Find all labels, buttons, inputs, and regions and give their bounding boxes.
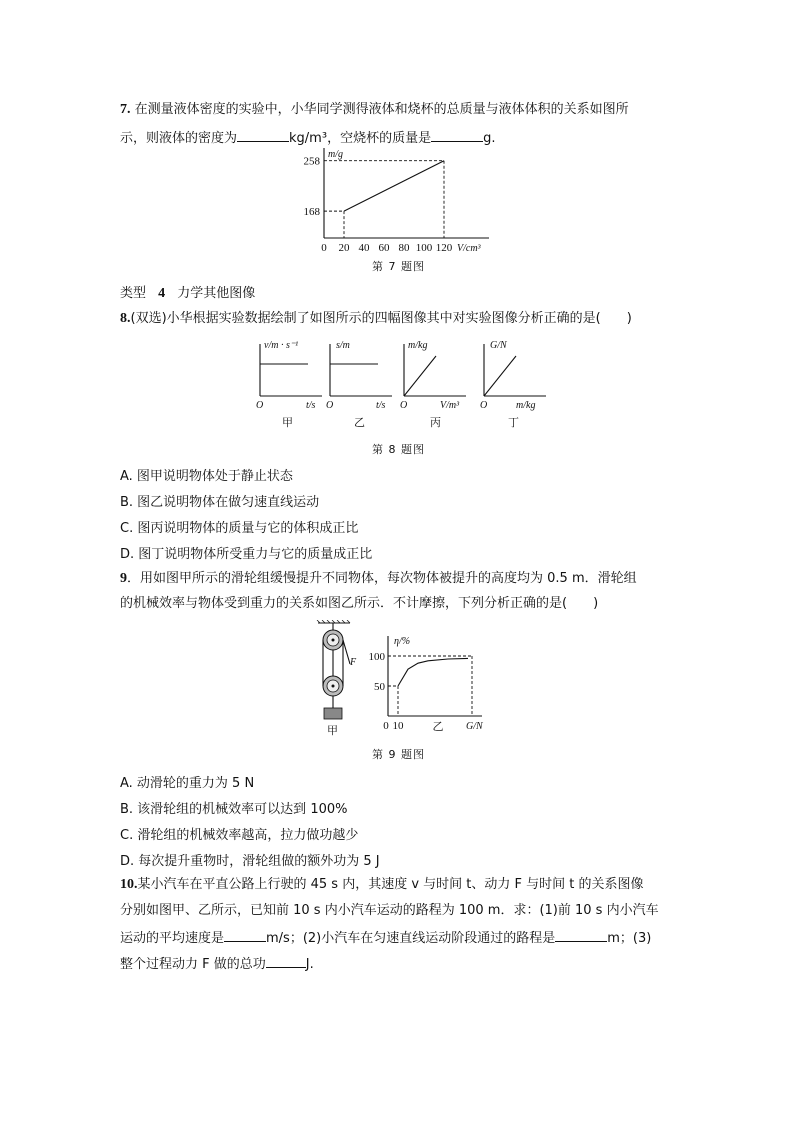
q10-text-1: 某小汽车在平直公路上行驶的 45 s 内，其速度 v 与时间 t、动力 F 与时间 t 的关系图像: [137, 877, 644, 892]
q7-xtick: 0: [321, 242, 327, 254]
q7-text-2a: 示，则液体的密度为: [120, 131, 238, 146]
q7-text-2b: ，空烧杯的质量是: [327, 131, 432, 146]
jia-origin: O: [256, 400, 264, 411]
q7-xtick: 100: [415, 242, 433, 254]
q10-text-3b: m/s；(2)小汽车在匀速直线运动阶段通过的路程是: [266, 931, 556, 946]
pulley-fig-label: 甲: [327, 725, 338, 737]
q9-ytick-50: 50: [374, 681, 385, 693]
q7-xlabel: V/cm³: [457, 243, 481, 254]
q8-option-d[interactable]: D. 图丁说明物体所受重力与它的质量成正比: [120, 547, 373, 562]
q7-number: 7.: [120, 102, 131, 117]
ding-ylabel: G/N: [490, 340, 507, 351]
q9-line2: 的机械效率与物体受到重力的关系如图乙所示．不计摩擦，下列分析正确的是( ): [120, 596, 599, 611]
q8-number: 8.: [120, 311, 131, 326]
jia-title: 甲: [282, 417, 293, 429]
q8-figure-jia: [252, 336, 324, 431]
q7-unit1: kg/m³: [289, 131, 328, 146]
q7-line2: [120, 128, 495, 148]
jia-xlabel: t/s: [306, 400, 316, 411]
q7-unit2: g.: [483, 131, 496, 146]
q7-xtick: 60: [378, 242, 390, 254]
q10-text-4b: J.: [305, 957, 314, 972]
bing-xlabel: V/m³: [440, 400, 460, 411]
q8-text: (双选)小华根据实验数据绘制了如图所示的四幅图像其中对实验图像分析正确的是( ): [130, 311, 632, 326]
q8-option-c[interactable]: C. 图丙说明物体的质量与它的体积成正比: [120, 521, 359, 536]
q9-chart-title: 乙: [432, 721, 444, 732]
q10-text-3a: 运动的平均速度是: [120, 931, 225, 946]
q9-ylabel: η/%: [394, 636, 411, 647]
q9-option-a[interactable]: A. 动滑轮的重力为 5 N: [120, 776, 255, 791]
bing-title: 丙: [430, 417, 441, 429]
type4-heading: [120, 285, 255, 303]
q9-option-d[interactable]: D. 每次提升重物时，滑轮组做的额外功为 5 J: [120, 854, 380, 869]
q10-number: 10.: [120, 877, 138, 892]
q9-efficiency-curve: [398, 658, 468, 686]
bing-ylabel: m/kg: [408, 340, 428, 351]
force-label: F: [350, 657, 357, 668]
load-block: [324, 708, 342, 719]
q8-figure-ding: [476, 336, 548, 431]
q8-option-b[interactable]: B. 图乙说明物体在做匀速直线运动: [120, 495, 320, 510]
ding-xlabel: m/kg: [516, 400, 536, 411]
type4-title: 力学其他图像: [177, 286, 256, 301]
ding-origin: O: [480, 400, 488, 411]
q9-number: 9: [120, 571, 127, 586]
q10-line4: [120, 954, 314, 974]
q7-density-blank[interactable]: [237, 128, 289, 142]
yi-xlabel: t/s: [376, 400, 386, 411]
q7-line1: [120, 101, 629, 119]
q8-line: [120, 310, 632, 328]
type4-label: 类型: [120, 286, 147, 301]
q10-distance-blank[interactable]: [555, 928, 607, 942]
q9-xtick-10: 10: [392, 720, 404, 732]
q8-option-a[interactable]: A. 图甲说明物体处于静止状态: [120, 469, 293, 484]
q10-speed-blank[interactable]: [224, 928, 266, 942]
q9-text-1: ．用如图甲所示的滑轮组缓慢提升不同物体，每次物体被提升的高度均为 0.5 m．滑轮组: [127, 571, 637, 586]
q7-mass-blank[interactable]: [431, 128, 483, 142]
q9-option-c[interactable]: C. 滑轮组的机械效率越高，拉力做功越少: [120, 828, 359, 843]
q7-ytick-168: 168: [303, 206, 320, 219]
ding-title: 丁: [508, 417, 519, 429]
q10-line2: 分别如图甲、乙所示，已知前 10 s 内小汽车运动的路程为 100 m．求：(1)前 10 s 内小汽车: [120, 903, 659, 918]
q10-text-3c: m；(3): [607, 931, 652, 946]
q8-figure-yi: [322, 336, 394, 431]
bing-proportional-line: [404, 356, 436, 396]
q7-xtick: 120: [435, 242, 453, 254]
yi-title: 乙: [354, 417, 365, 429]
q9-xtick-0: 0: [383, 720, 389, 732]
q10-text-4a: 整个过程动力 F 做的总功: [120, 957, 266, 972]
q9-option-b[interactable]: B. 该滑轮组的机械效率可以达到 100%: [120, 802, 348, 817]
q9-efficiency-chart: [366, 634, 486, 732]
q7-text-1: 在测量液体密度的实验中，小华同学测得液体和烧杯的总质量与液体体积的关系如图所: [134, 102, 629, 117]
bing-origin: O: [400, 400, 408, 411]
q7-xtick: 40: [358, 242, 370, 254]
q10-work-blank[interactable]: [266, 954, 306, 968]
q8-caption: 第 8 题图: [372, 443, 425, 456]
ding-proportional-line: [484, 356, 516, 396]
q8-figure-bing: [396, 336, 468, 431]
yi-ylabel: s/m: [336, 340, 350, 351]
q9-caption: 第 9 题图: [372, 748, 425, 761]
q7-caption: 第 7 题图: [372, 260, 425, 273]
type4-number: 4: [158, 286, 166, 301]
q9-pulley-figure: [312, 620, 364, 738]
q9-xlabel: G/N: [466, 721, 483, 732]
q9-line1: [120, 570, 637, 588]
q7-chart: [290, 146, 510, 254]
q7-data-line: [344, 161, 444, 211]
jia-ylabel: v/m · s⁻¹: [264, 340, 299, 351]
q7-xtick: 20: [338, 242, 350, 254]
q10-line1: [120, 876, 644, 894]
yi-origin: O: [326, 400, 334, 411]
q7-ytick-258: 258: [303, 155, 320, 168]
q7-ylabel: m/g: [328, 149, 343, 160]
q7-xtick: 80: [398, 242, 410, 254]
q9-ytick-100: 100: [368, 651, 385, 663]
q10-line3: [120, 928, 651, 948]
